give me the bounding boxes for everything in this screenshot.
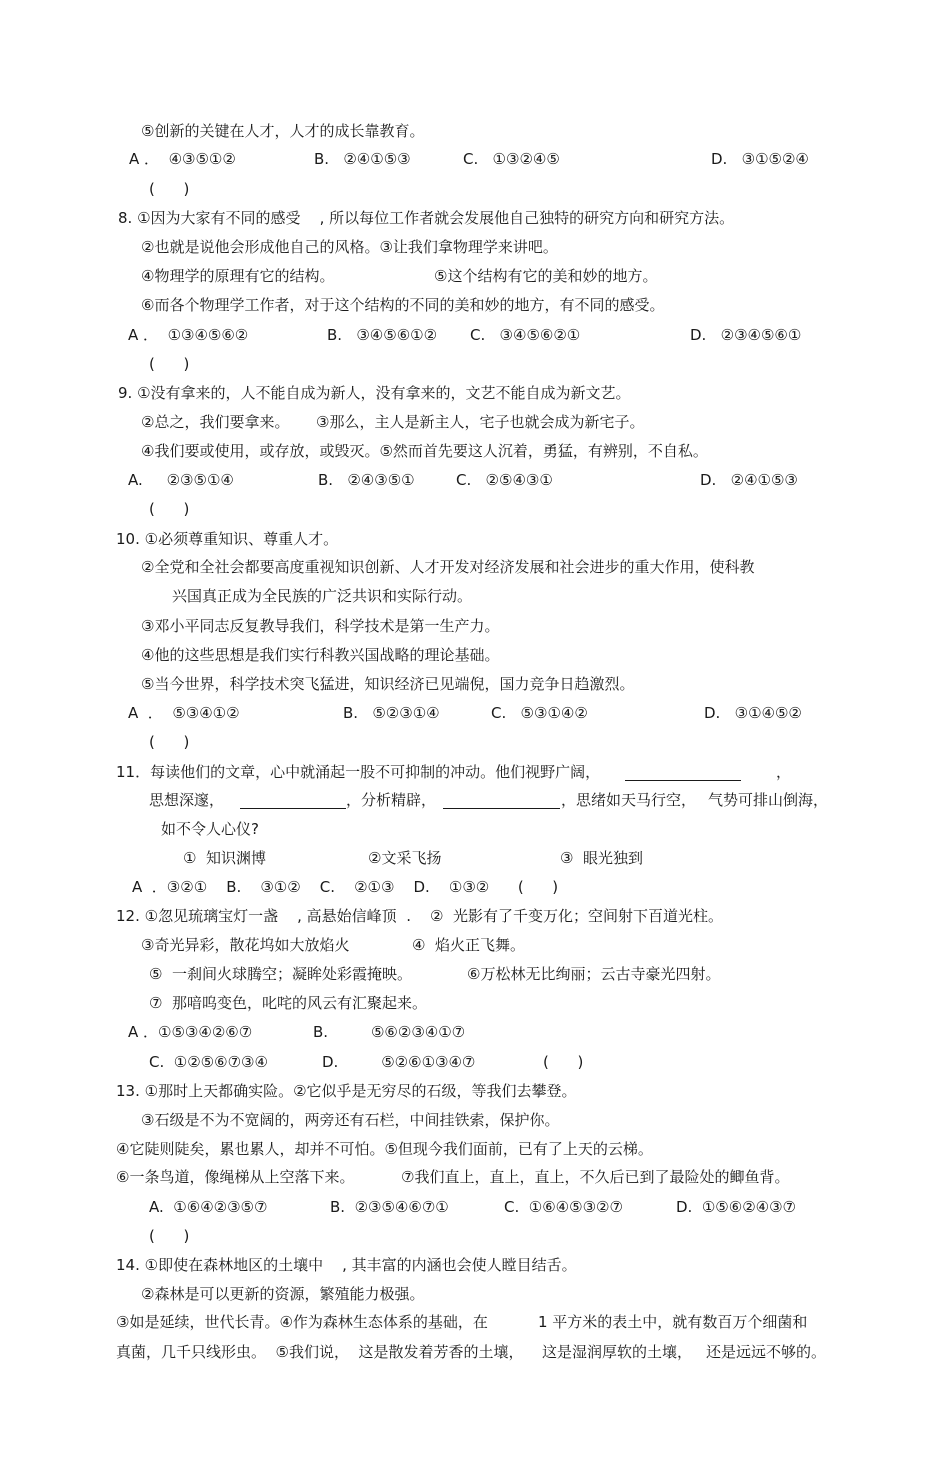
q7-option-c: C. ①③②④⑤ [463, 150, 560, 168]
q10-line-3: ③邓小平同志反复教导我们，科学技术是第一生产力。 [141, 617, 500, 635]
q11-line-2b: ，分析精辟， [346, 791, 437, 809]
q12-line-3b: ⑥万松林无比绚丽；云古寺豪光四射。 [467, 965, 721, 983]
q10-option-c: C. ⑤③①④② [491, 704, 588, 722]
q11-options: A ．③②① B. ③①② C. ②①③ D. ①③② ( ) [132, 878, 559, 896]
q13-option-c: C. ①⑥④⑤③②⑦ [504, 1198, 623, 1216]
q14-line-3a: ③如是延续，世代长青。④作为森林生态体系的基础，在 [116, 1313, 488, 1331]
q7-option-a: A ． ④③⑤①② [129, 150, 236, 168]
q12-option-a: A ．①⑤③④②⑥⑦ [128, 1023, 253, 1041]
q11-line-3: 如不令人心仪? [161, 820, 259, 838]
q10-answer-paren: ( ) [149, 733, 190, 751]
q14-line-1: 14. ①即使在森林地区的土壤中 , 其丰富的内涵也会使人瞠目结舌。 [116, 1256, 577, 1274]
q14-line-4c: 还是远远不够的。 [706, 1343, 827, 1361]
q12-answer-paren: ( ) [543, 1053, 584, 1071]
q11-choice-2: ②文采飞扬 [368, 849, 442, 867]
q11-line-2c: ，思绪如天马行空， [561, 791, 697, 809]
q12-line-4: ⑦ 那喑呜变色，叱咤的风云有汇聚起来。 [149, 994, 427, 1012]
q13-answer-paren: ( ) [149, 1227, 190, 1245]
q11-line-1-end: ， [776, 763, 792, 781]
q11-line-2a: 思想深邃， [149, 791, 225, 809]
q9-option-c: C. ②⑤④③① [456, 471, 553, 489]
q8-line-3b: ⑤这个结构有它的美和妙的地方。 [434, 267, 658, 285]
q12-line-1: 12. ①忽见琉璃宝灯一盏 , 高悬始信峰顶 . ② 光影有了千变万化；空间射下百道光柱。 [116, 907, 724, 925]
q8-option-a: A ． ①③④⑤⑥② [128, 326, 249, 344]
q13-option-b: B. ②③⑤④⑥⑦① [330, 1198, 449, 1216]
q13-line-2: ③石级是不为不宽阔的，两旁还有石栏，中间挂铁索，保护你。 [141, 1111, 560, 1129]
q13-line-4a: ⑥一条鸟道，像绳梯从上空落下来。 [116, 1168, 355, 1186]
q12-option-d: D. ⑤②⑥①③④⑦ [322, 1053, 476, 1071]
q10-option-d: D. ③①④⑤② [704, 704, 802, 722]
q13-line-3: ④它陡则陡矣，累也累人，却并不可怕。⑤但现今我们面前，已有了上天的云梯。 [116, 1140, 653, 1158]
q14-line-4a: 真菌，几千只线形虫。 ⑤我们说， 这是散发着芳香的土壤， [116, 1343, 524, 1361]
q8-line-3a: ④物理学的原理有它的结构。 [141, 267, 335, 285]
q8-line-2: ②也就是说他会形成他自己的风格。③让我们拿物理学来讲吧。 [141, 238, 558, 256]
q8-answer-paren: ( ) [149, 355, 190, 373]
q13-line-4b: ⑦我们直上，直上，直上，不久后已到了最险处的鲫鱼背。 [401, 1168, 790, 1186]
q7-answer-paren: ( ) [149, 180, 190, 198]
q14-line-3b: 1 平方米的表土中，就有数百万个细菌和 [538, 1313, 808, 1331]
q8-line-4: ⑥而各个物理学工作者，对于这个结构的不同的美和妙的地方，有不同的感受。 [141, 296, 665, 314]
q14-line-4b: 这是湿润厚软的土壤， [542, 1343, 693, 1361]
q8-line-1: 8. ①因为大家有不同的感受 , 所以每位工作者就会发展他自己独特的研究方向和研究方法。 [118, 209, 735, 227]
q10-line-5: ⑤当今世界，科学技术突飞猛进，知识经济已见端倪，国力竞争日趋激烈。 [141, 675, 635, 693]
q9-line-2a: ②总之，我们要拿来。 [141, 413, 290, 431]
q9-option-d: D. ②④①⑤③ [700, 471, 798, 489]
q10-option-a: A ． ⑤③④①② [128, 704, 240, 722]
q13-option-a: A. ①⑥④②③⑤⑦ [149, 1198, 268, 1216]
q9-option-b: B. ②④③⑤① [318, 471, 415, 489]
q10-line-4: ④他的这些思想是我们实行科教兴国战略的理论基础。 [141, 646, 500, 664]
q10-option-b: B. ⑤②③①④ [343, 704, 440, 722]
q12-line-2b: ④ 焰火正飞舞。 [412, 936, 525, 954]
q11-blank-3 [443, 808, 560, 809]
q7-item5: ⑤创新的关键在人才，人才的成长靠教育。 [141, 122, 425, 140]
q10-line-2b: 兴国真正成为全民族的广泛共识和实际行动。 [172, 587, 473, 605]
q11-line-2d: 气势可排山倒海， [708, 791, 829, 809]
q7-option-b: B. ②④①⑤③ [314, 150, 411, 168]
q13-option-d: D. ①⑤⑥②④③⑦ [676, 1198, 796, 1216]
q10-line-1: 10. ①必须尊重知识、尊重人才。 [116, 530, 339, 548]
q9-line-1: 9. ①没有拿来的，人不能自成为新人，没有拿来的，文艺不能自成为新文艺。 [118, 384, 631, 402]
q11-blank-1 [625, 780, 741, 781]
q14-line-2: ②森林是可以更新的资源，繁殖能力极强。 [141, 1285, 425, 1303]
q8-option-d: D. ②③④⑤⑥① [690, 326, 802, 344]
q9-line-2b: ③那么，主人是新主人，宅子也就会成为新宅子。 [316, 413, 645, 431]
q13-line-1: 13. ①那时上天都确实险。②它似乎是无穷尽的石级，等我们去攀登。 [116, 1082, 577, 1100]
q9-option-a: A. ②③⑤①④ [128, 471, 234, 489]
q11-line-1: 11．每读他们的文章，心中就涌起一股不可抑制的冲动。他们视野广阔， [116, 763, 601, 781]
q12-option-b: B. ⑤⑥②③④①⑦ [313, 1023, 466, 1041]
q9-line-3: ④我们要或使用，或存放，或毁灭。⑤然而首先要这人沉着，勇猛，有辨别，不自私。 [141, 442, 708, 460]
q12-line-3a: ⑤ 一刹间火球腾空；凝眸处彩霞掩映。 [149, 965, 412, 983]
q10-line-2: ②全党和全社会都要高度重视知识创新、人才开发对经济发展和社会进步的重大作用，使科教 [141, 558, 755, 576]
q11-blank-2 [240, 808, 346, 809]
q8-option-b: B. ③④⑤⑥①② [327, 326, 438, 344]
q12-option-c: C. ①②⑤⑥⑦③④ [149, 1053, 268, 1071]
q7-option-d: D. ③①⑤②④ [711, 150, 809, 168]
q11-choice-1: ① 知识渊博 [183, 849, 266, 867]
q11-choice-3: ③ 眼光独到 [560, 849, 643, 867]
q9-answer-paren: ( ) [149, 500, 190, 518]
q12-line-2a: ③奇光异彩，散花坞如大放焰火 [141, 936, 350, 954]
q8-option-c: C. ③④⑤⑥②① [470, 326, 581, 344]
